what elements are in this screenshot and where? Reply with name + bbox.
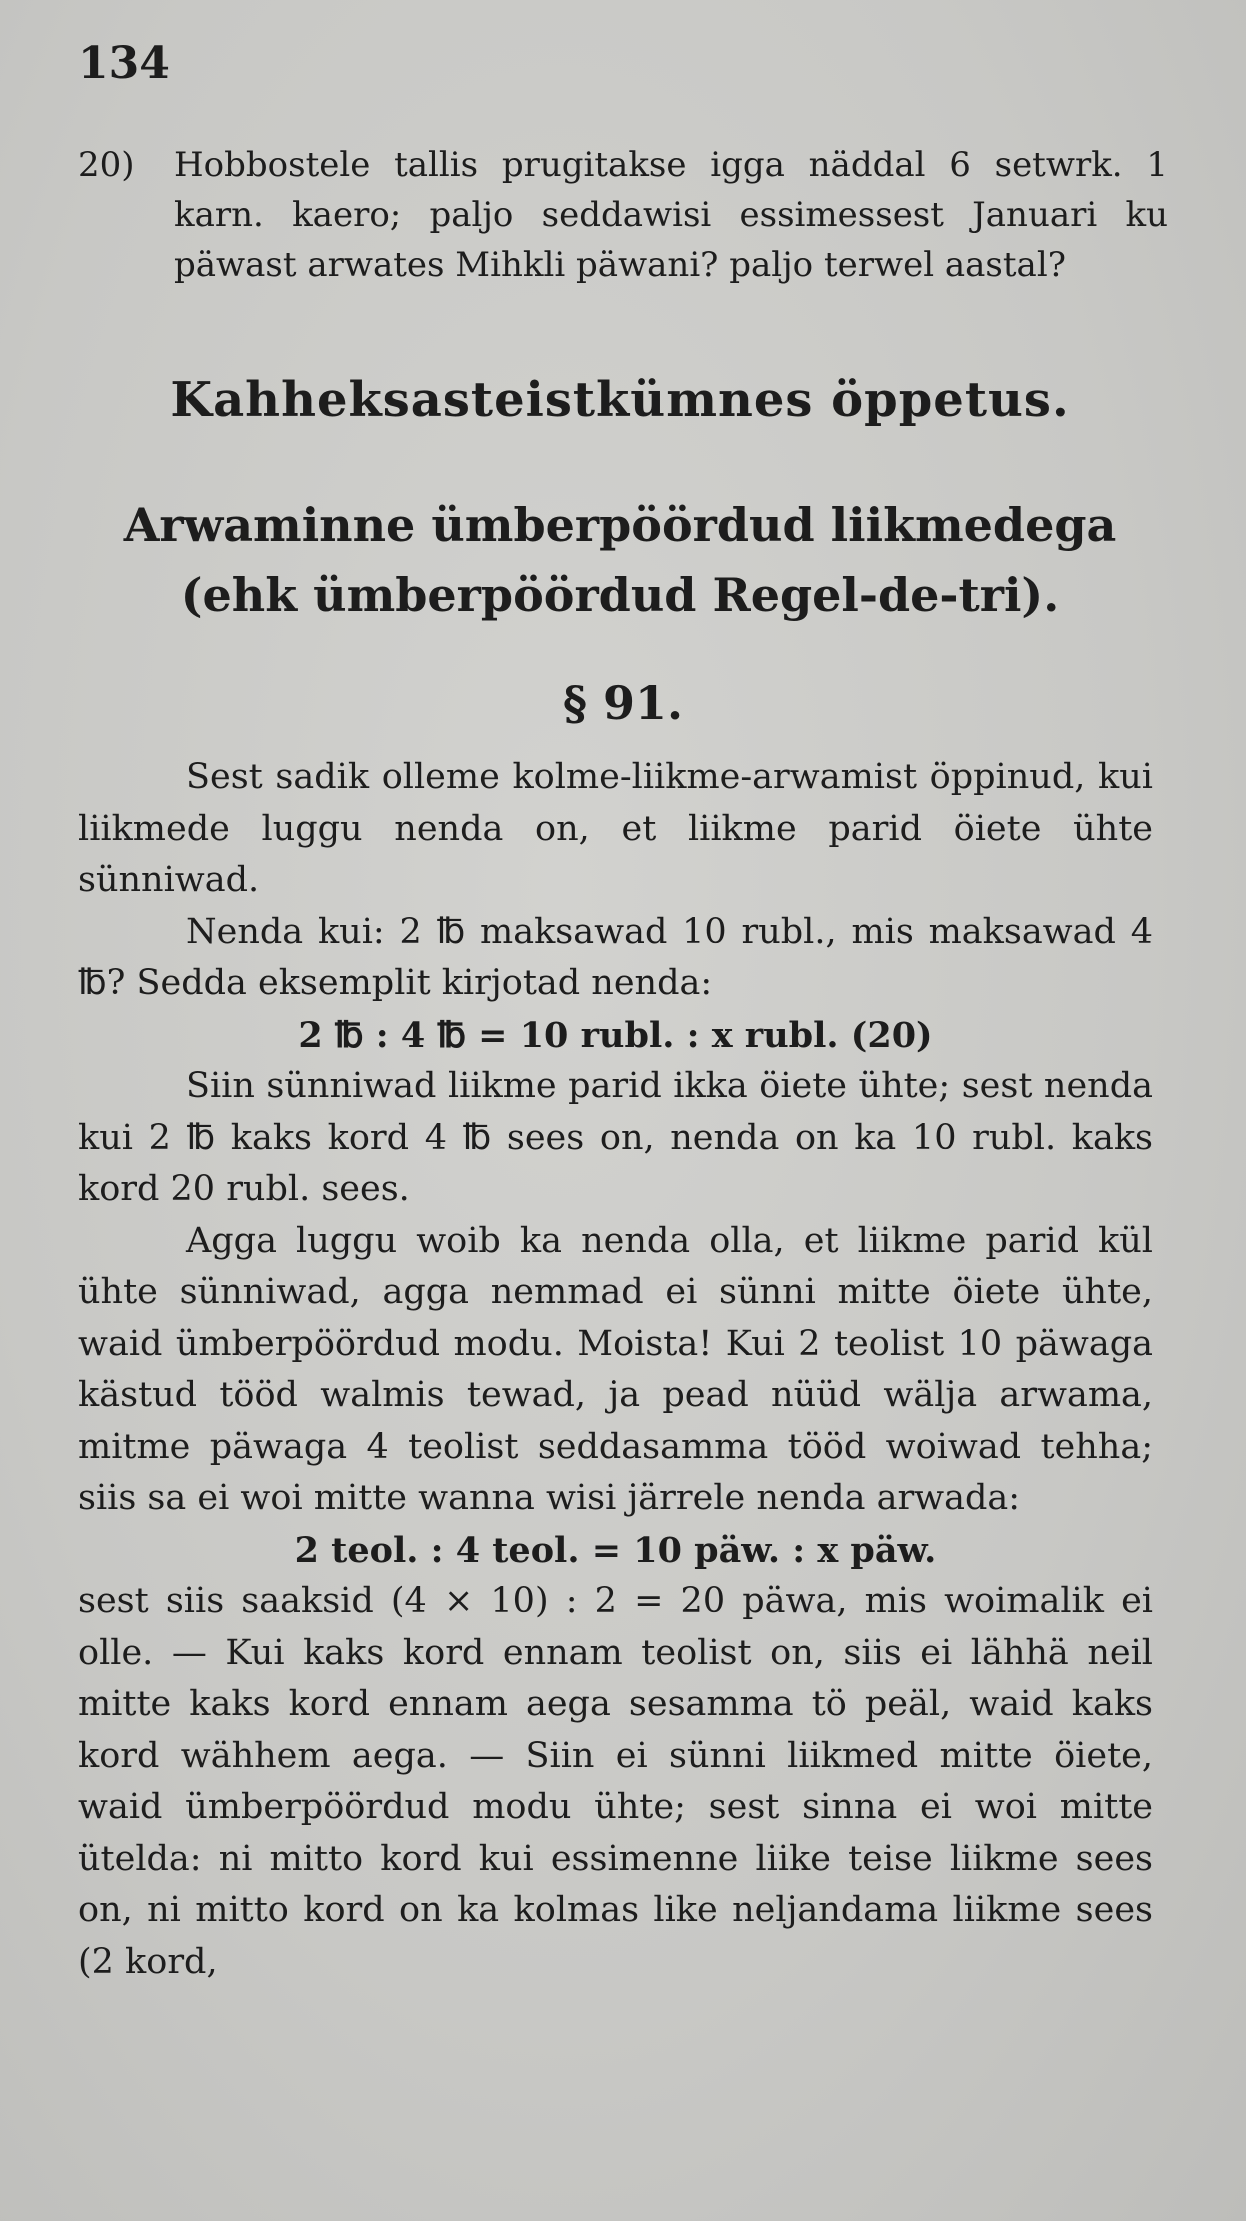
paragraph: sest siis saaksid (4 × 10) : 2 = 20 päwa, mis woimalik ei olle. — Kui kaks kord ennam teolist on, siis ei lähhä neil mitte kaks kord ennam aega sesamma tö peäl, waid kaks kord wähhem aega. — Siin ei sünni liikmed mitte öiete, waid ümberpöördud modu ühte; sest sinna ei woi mitte ütelda: ni mitto kord kui essimenne liike teise liikme sees on, ni mitto kord on ka kolmas like neljandama liikme sees (2 kord, xyxy=(78,1581,1153,1982)
equation: 2 teol. : 4 teol. = 10 päw. : x päw. xyxy=(294,1529,937,1571)
exercise-text: Hobbostele tallis prugitakse igga näddal 6 setwrk. 1 karn. kaero; paljo seddawisi essimessest Januari ku päwast arwates Mihkli päwani? paljo terwel aastal? xyxy=(174,145,1168,285)
equation: 2 ℔ : 4 ℔ = 10 rubl. : x rubl. (20) xyxy=(298,1014,933,1056)
exercise-number: 20) xyxy=(78,145,135,185)
paragraph: Sest sadik olleme kolme-liikme-arwamist öppinud, kui liikmede luggu nenda on, et liikme parid öiete ühte sünniwad. xyxy=(78,757,1153,900)
paragraph: Agga luggu woib ka nenda olla, et liikme parid kül ühte sünniwad, agga nemmad ei sünni mitte öiete ühte, waid ümberpöördud modu. Moista! Kui 2 teolist 10 päwaga kästud tööd walmis tewad, ja pead nüüd wälja arwama, mitme päwaga 4 teolist seddasamma tööd woiwad tehha; siis sa ei woi mitte wanna wisi järrele nenda arwada: xyxy=(78,1220,1153,1518)
paragraph: Siin sünniwad liikme parid ikka öiete ühte; sest nenda kui 2 ℔ kaks kord 4 ℔ sees on, nenda on ka 10 rubl. kaks kord 20 rubl. sees. xyxy=(78,1066,1153,1209)
body-text xyxy=(78,752,1153,1988)
paragraph: Nenda kui: 2 ℔ maksawad 10 rubl., mis maksawad 4 ℔? Sedda eksemplit kirjotad nenda: xyxy=(78,911,1153,1003)
page-number: 134 xyxy=(78,38,170,89)
section-number: § 91. xyxy=(562,676,684,730)
lesson-heading: Kahheksasteistkümnes öppetus. xyxy=(170,372,1070,428)
lesson-subheading: Arwaminne ümberpöördud liikmedega (ehk ümberpöördud Regel-de-tri). xyxy=(123,498,1117,622)
exercise-20 xyxy=(78,140,1168,290)
